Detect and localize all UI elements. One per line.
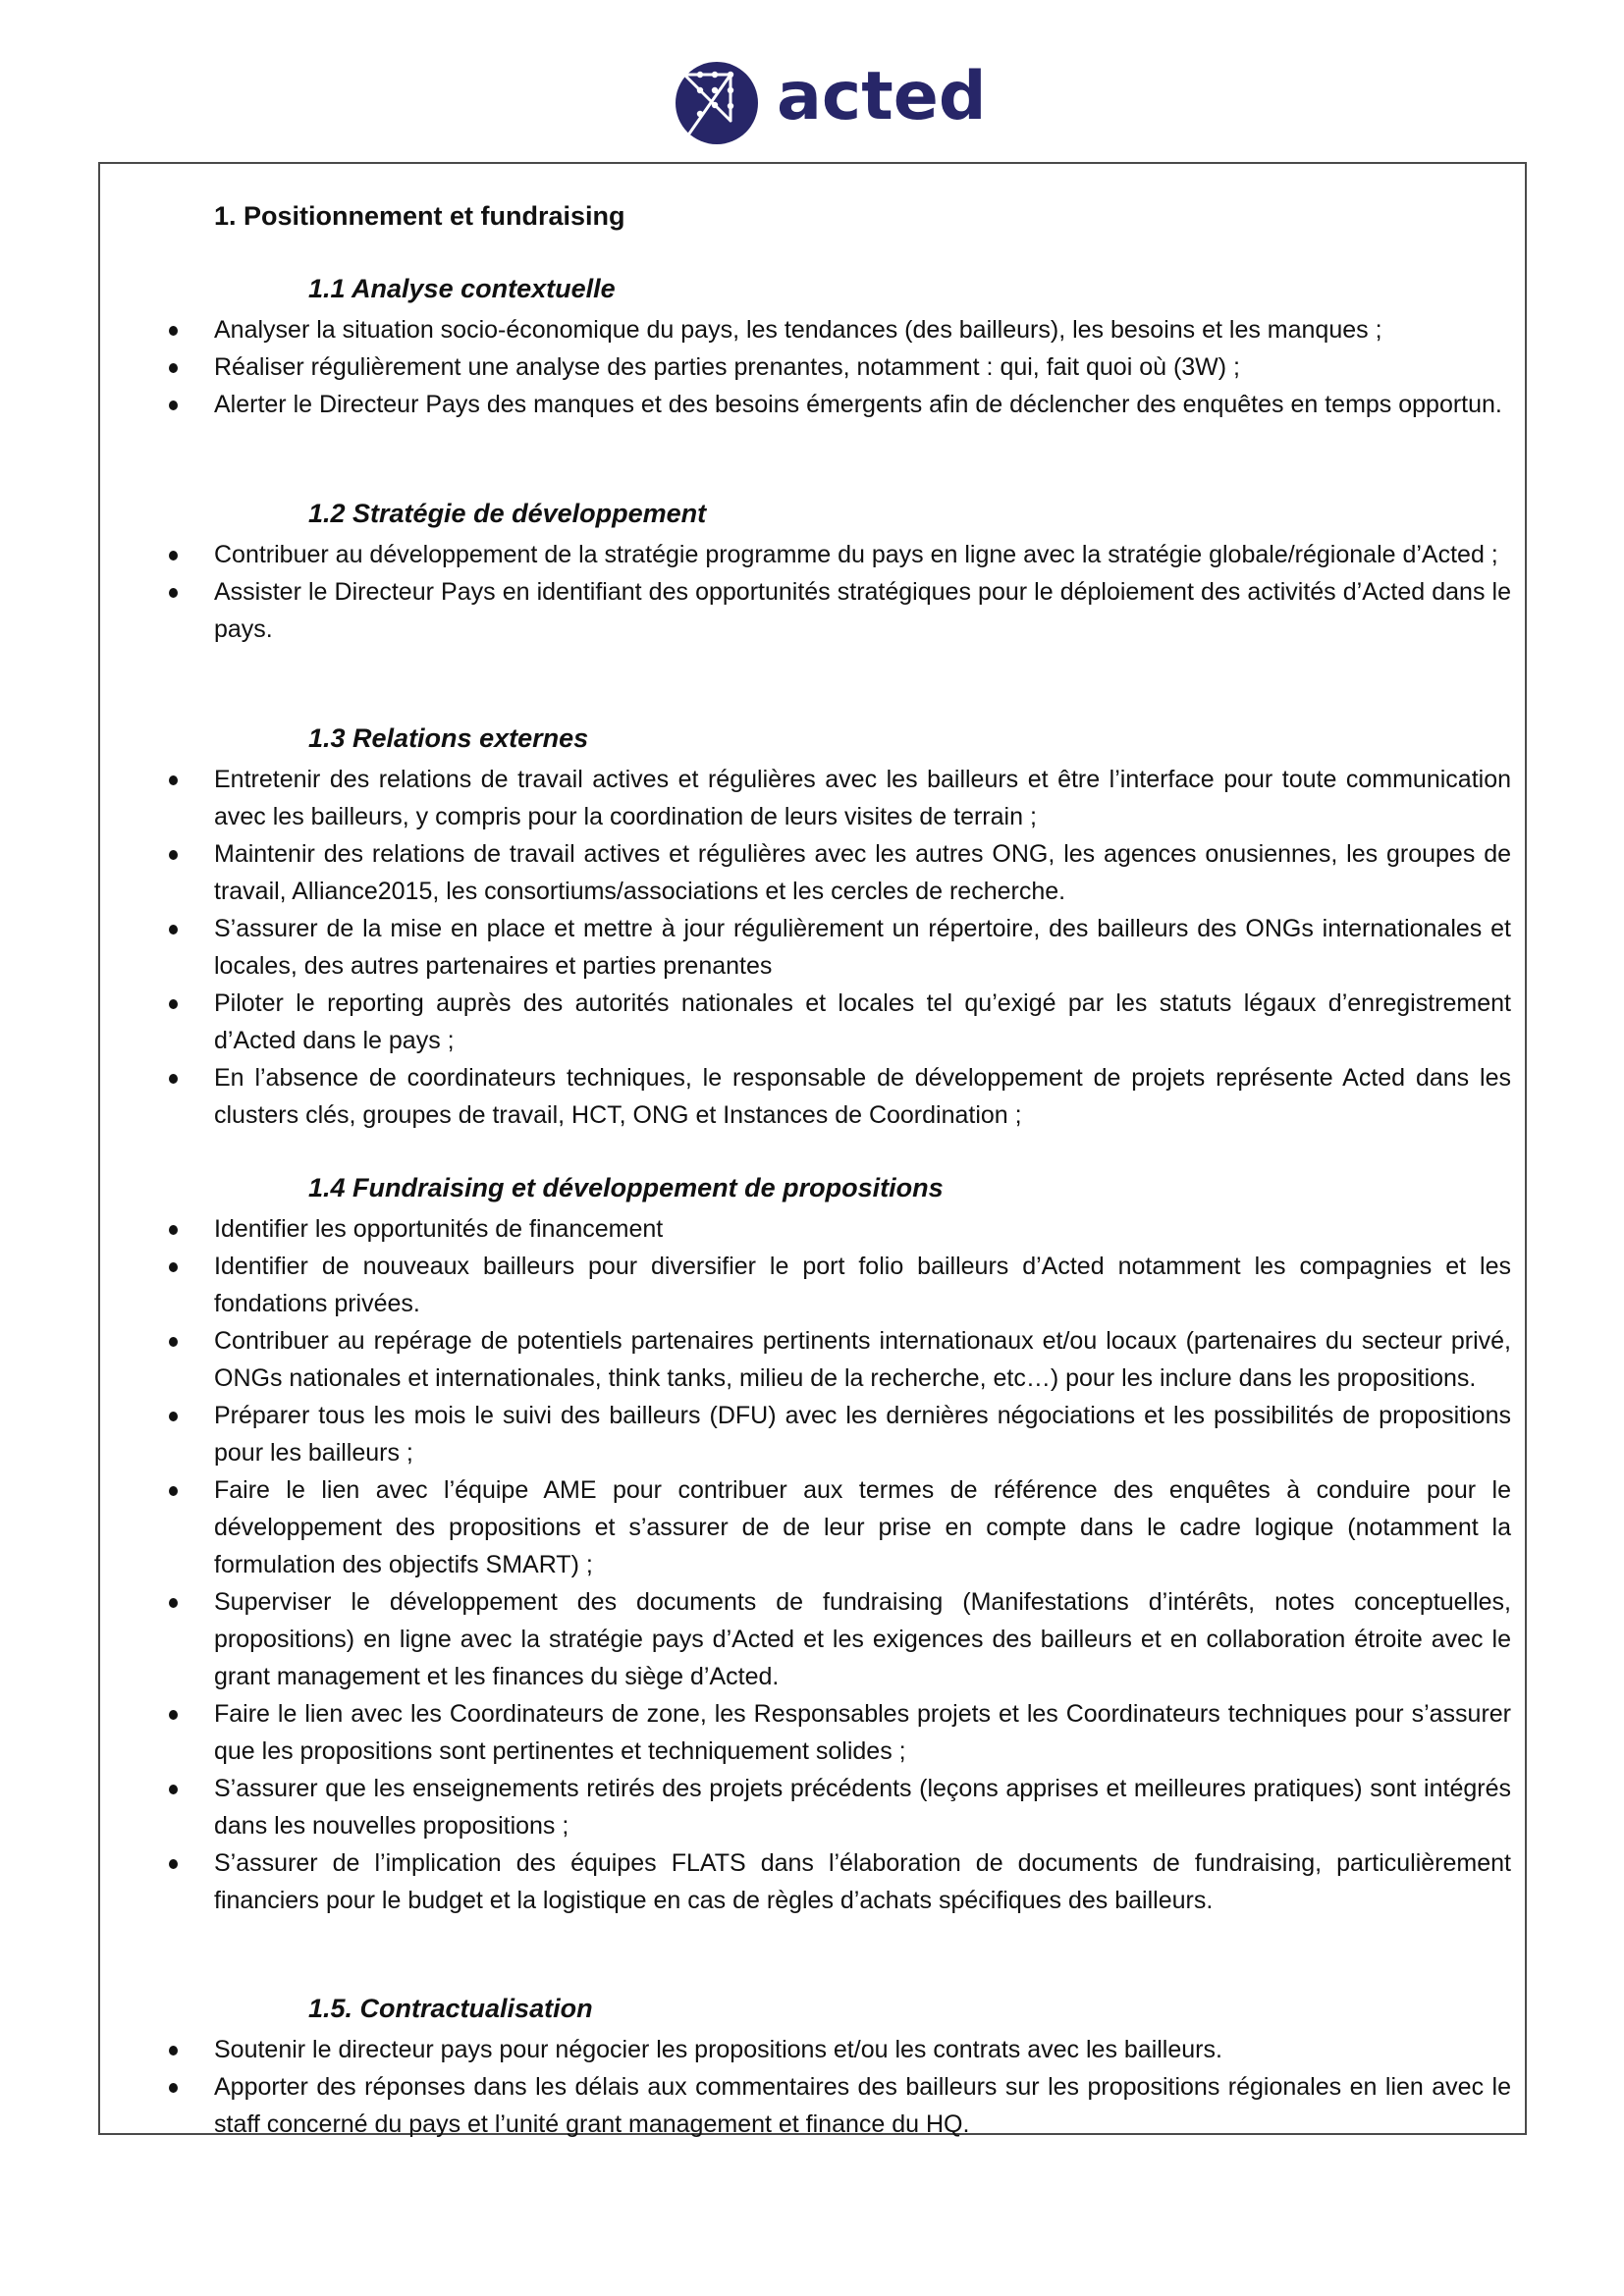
bullet-list [100,311,1525,423]
list-item: Maintenir des relations de travail actives et régulières avec les autres ONG, les agences onusiennes, les groupes de travail, Alliance2015, les consortiums/associations et les cercles de recherche. [100,835,1525,910]
list-item: S’assurer de la mise en place et mettre à jour régulièrement un répertoire, des bailleurs des ONGs internationales et locales, des autres partenaires et parties prenantes [100,910,1525,985]
bullet-icon [169,850,178,860]
bullet-icon [169,1225,178,1235]
bullet-icon [169,1262,178,1272]
bullet-icon [169,363,178,373]
list-item: En l’absence de coordinateurs techniques, le responsable de développement de projets représente Acted dans les clusters clés, groupes de travail, HCT, ONG et Instances de Coordination ; [100,1059,1525,1134]
list-item: Faire le lien avec les Coordinateurs de zone, les Responsables projets et les Coordinateurs techniques pour s’assurer que les propositions sont pertinentes et techniquement solides ; [100,1695,1525,1770]
section-heading: 1.1 Analyse contextuelle [308,274,616,303]
list-item: Identifier de nouveaux bailleurs pour diversifier le port folio bailleurs d’Acted notamment les compagnies et les fondations privées. [100,1248,1525,1322]
list-item: Identifier les opportunités de financement [100,1210,1525,1248]
bullet-icon [169,1785,178,1794]
list-item: Analyser la situation socio-économique du pays, les tendances (des bailleurs), les besoins et les manques ; [100,311,1525,348]
bullet-icon [169,326,178,336]
list-item: Apporter des réponses dans les délais aux commentaires des bailleurs sur les propositions régionales en lien avec le staff concerné du pays et l’unité grant management et finance du HQ. [100,2068,1525,2143]
bullet-list [100,1210,1525,1919]
list-item: Entretenir des relations de travail actives et régulières avec les bailleurs et être l’interface pour toute communication avec les bailleurs, y compris pour la coordination de leurs visites de terrain ; [100,761,1525,835]
bullet-icon [169,400,178,410]
bullet-icon [169,1710,178,1720]
job-description-box [98,162,1527,2138]
list-item: Piloter le reporting auprès des autorités nationales et locales tel qu’exigé par les statuts légaux d’enregistrement d’Acted dans le pays ; [100,985,1525,1059]
list-item: Faire le lien avec l’équipe AME pour contribuer aux termes de référence des enquêtes à conduire pour le développement des propositions et s’assurer de de leur prise en compte dans le cadre logique (notamment la formulation des objectifs SMART) ; [100,1471,1525,1583]
list-item: Préparer tous les mois le suivi des bailleurs (DFU) avec les dernières négociations et les possibilités de propositions pour les bailleurs ; [100,1397,1525,1471]
bullet-icon [169,999,178,1009]
section-heading: 1.5. Contractualisation [308,1994,593,2023]
bullet-icon [169,551,178,561]
main-heading: 1. Positionnement et fundraising [214,201,625,231]
list-item: Réaliser régulièrement une analyse des parties prenantes, notamment : qui, fait quoi où (3W) ; [100,348,1525,386]
bullet-list [100,2031,1525,2143]
acted-wordmark: acted [777,58,987,135]
bullet-icon [169,2046,178,2056]
list-item: Soutenir le directeur pays pour négocier les propositions et/ou les contrats avec les bailleurs. [100,2031,1525,2068]
section-heading: 1.2 Stratégie de développement [308,499,707,528]
section-heading: 1.3 Relations externes [308,723,589,753]
list-item: Assister le Directeur Pays en identifiant des opportunités stratégiques pour le déploiement des activités d’Acted dans le pays. [100,573,1525,648]
bullet-icon [169,925,178,934]
list-item: S’assurer que les enseignements retirés des projets précédents (leçons apprises et meilleures pratiques) sont intégrés dans les nouvelles propositions ; [100,1770,1525,1844]
bullet-icon [169,1486,178,1496]
acted-logo-icon [671,61,765,145]
bullet-icon [169,588,178,598]
list-item: Contribuer au repérage de potentiels partenaires pertinents internationaux et/ou locaux (partenaires du secteur privé, ONGs nationales et internationales, think tanks, milieu de la recherche, etc…) pour les inclure dans les propositions. [100,1322,1525,1397]
bullet-icon [169,775,178,785]
bullet-icon [169,1412,178,1421]
list-item: Superviser le développement des documents de fundraising (Manifestations d’intérêts, notes conceptuelles, propositions) en ligne avec la stratégie pays d’Acted et les exigences des bailleurs et en collaboration étroite avec le grant management et les finances du siège d’Acted. [100,1583,1525,1695]
bullet-icon [169,1859,178,1869]
bullet-list [100,536,1525,648]
section-heading: 1.4 Fundraising et développement de propositions [308,1173,944,1202]
list-item: Alerter le Directeur Pays des manques et des besoins émergents afin de déclencher des enquêtes en temps opportun. [100,386,1525,423]
bullet-icon [169,1074,178,1084]
list-item: S’assurer de l’implication des équipes FLATS dans l’élaboration de documents de fundraising, particulièrement financiers pour le budget et la logistique en cas de règles d’achats spécifiques des bailleurs. [100,1844,1525,1919]
bullet-icon [169,1598,178,1608]
acted-logo [671,58,987,145]
bullet-list [100,761,1525,1134]
bullet-icon [169,2083,178,2093]
bullet-icon [169,1337,178,1347]
list-item: Contribuer au développement de la stratégie programme du pays en ligne avec la stratégie globale/régionale d’Acted ; [100,536,1525,573]
